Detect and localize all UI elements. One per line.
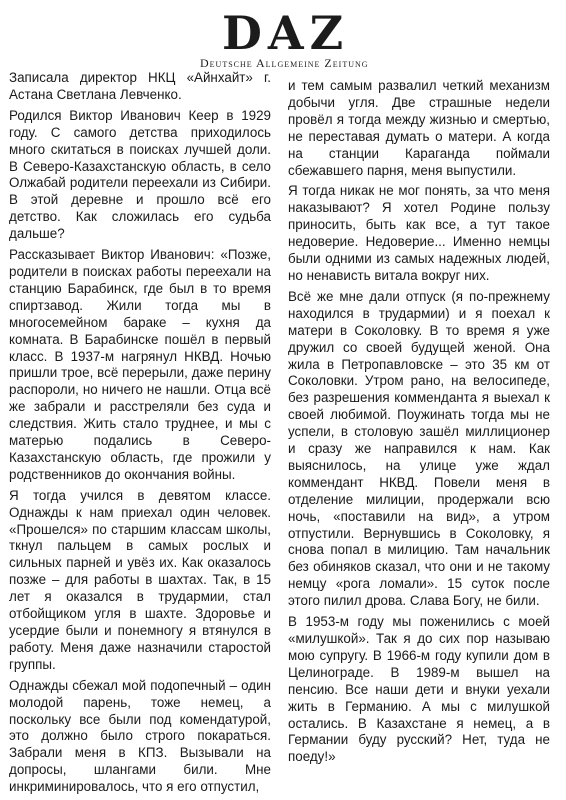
article-paragraph: Однажды сбежал мой подопечный – один молодой парень, тоже немец, а поскольку все были под комендатурой, это должно было строго покараться. Забрали меня в КПЗ. Вызывали на допросы, шлангами били. Мне инкриминировалось, что я его отпустил, xyxy=(9,677,271,795)
article-column-right xyxy=(288,78,550,770)
article-paragraph: В 1953-м году мы поженились с моей «милушкой». Так я до сих пор называю мою супругу. В 1966-м году купили дом в Целинограде. В 1989-м вышел на пенсию. Все наши дети и внуки уехали жить в Германию. А мы с милушкой остались. В Казахстане я немец, а в Германии буду русский? Нет, туда не поеду!» xyxy=(288,614,550,765)
article-paragraph: Я тогда учился в девятом классе. Однажды к нам приехал один человек. «Прошелся» по старшим классам школы, ткнул пальцем в самых рослых и сильных парней и увёз их. Как оказалось позже – для работы в шахтах. Так, в 15 лет я оказался в трудармии, стал отбойщиком угля в шахте. Здоровье и усердие были и понемногу я втянулся в работу. Меня даже назначили старостой группы. xyxy=(9,487,271,672)
article-paragraph: и тем самым развалил четкий механизм добычи угля. Две страшные недели провёл я тогда между жизнью и смертью, не переставая думать о матери. А когда на станции Караганда поймали сбежавшего парня, меня выпустили. xyxy=(288,78,550,178)
masthead-subtitle: Deutsche Allgemeine Zeitung xyxy=(200,56,369,70)
article-paragraph: Рассказывает Виктор Иванович: «Позже, родители в поисках работы переехали на станцию Барабинск, где был в то время спиртзавод. Жили тогда мы в многосемейном бараке – кухня да комната. В Барабинске пошёл в первый класс. В 1937-м нагрянул НКВД. Ночью пришли трое, всё перерыли, даже перину распороли, но ничего не нашли. Отца всё же забрали и расстреляли без суда и следствия. Жить стало труднее, и мы с матерью подались в Северо-Казахстанскую область, где прожили у родственников до окончания войны. xyxy=(9,247,271,482)
article-column-left xyxy=(9,70,271,800)
article-paragraph: Я тогда никак не мог понять, за что меня наказывают? Я хотел Родине пользу приносить, быть как все, а тут такое недоверие. Недоверие... Именно немцы были одними из самых надежных людей, но ненависть витала вокруг них. xyxy=(288,183,550,283)
article-paragraph: Родился Виктор Иванович Кеер в 1929 году. С самого детства приходилось много скитаться в поисках лучшей доли. В Северо-Казахстанскую область, в село Олжабай родители переехали из Сибири. В этой деревне и прошло всё его детство. Как сложилась его судьба дальше? xyxy=(9,107,271,242)
article-paragraph: Всё же мне дали отпуск (я по-прежнему находился в трудармии) и я поехал к матери в Соколовку. В то время я уже дружил со своей будущей женой. Она жила в Петропавловске – это 35 км от Соколовки. Утром рано, на велосипеде, без разрешения комменданта я выехал к своей любимой. Поужинать тогда мы не успели, в столовую зашёл миллиционер и сразу же направился к нам. Как выяснилось, на улице уже ждал коммендант НКВД. Повели меня в отделение милиции, продержали всю ночь, «поставили на вид», а утром отпустили. Вернувшись в Соколовку, я снова попал в милицию. Там начальник без обиняков сказал, что они и не такому немцу «рога ломали». 15 суток после этого пилил дрова. Слава Богу, не били. xyxy=(288,288,550,609)
masthead xyxy=(0,4,566,70)
article-paragraph: Записала директор НКЦ «Айнхайт» г. Астана Светлана Левченко. xyxy=(9,70,271,102)
daz-logo: DAZ xyxy=(222,6,350,60)
